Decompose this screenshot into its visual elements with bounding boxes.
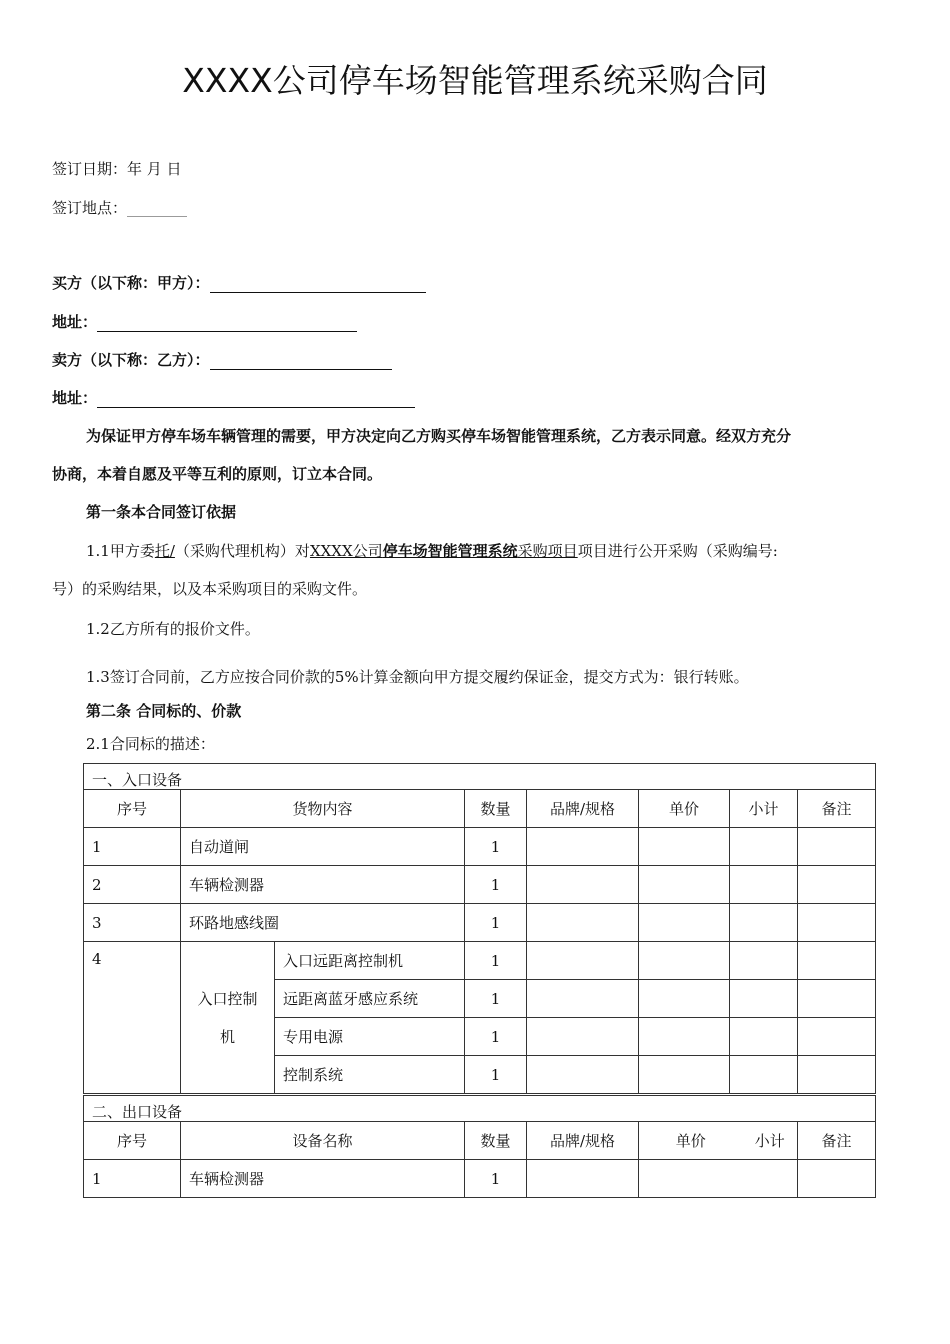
header-brand: 品牌/规格 bbox=[527, 1122, 639, 1160]
table-row bbox=[84, 828, 876, 866]
row-qty: 1 bbox=[465, 866, 527, 904]
row-brand bbox=[527, 828, 639, 866]
row-brand bbox=[527, 980, 639, 1018]
subitem-name: 控制系统 bbox=[275, 1056, 465, 1094]
row-remark bbox=[798, 1018, 876, 1056]
row-subtotal bbox=[730, 904, 798, 942]
clause-1-2: 1.2乙方所有的报价文件。 bbox=[86, 620, 260, 638]
clause-1-1-underline: 托/ bbox=[154, 542, 175, 560]
subitem-name: 入口远距离控制机 bbox=[275, 942, 465, 980]
seller-blank bbox=[210, 354, 392, 370]
subitem-name: 专用电源 bbox=[275, 1018, 465, 1056]
header-no: 序号 bbox=[84, 1122, 181, 1160]
row-item: 车辆检测器 bbox=[181, 866, 465, 904]
row-item: 环路地感线圈 bbox=[181, 904, 465, 942]
buyer-address-line bbox=[52, 311, 357, 332]
row-remark bbox=[798, 1160, 876, 1198]
preamble-line-2: 协商，本着自愿及平等互利的原则，订立本合同。 bbox=[52, 465, 383, 483]
header-qty: 数量 bbox=[465, 1122, 527, 1160]
table-section-title: 二、出口设备 bbox=[84, 1096, 876, 1122]
row-subtotal bbox=[730, 942, 798, 980]
row-subtotal bbox=[730, 980, 798, 1018]
row-no: 1 bbox=[84, 828, 181, 866]
seller-line bbox=[52, 349, 392, 370]
row-qty: 1 bbox=[465, 828, 527, 866]
row-price bbox=[639, 942, 730, 980]
row-subtotal bbox=[730, 828, 798, 866]
clause-1-1-text: 1.1甲方委 bbox=[86, 542, 155, 560]
clause-1-1-company: XXXX公司 bbox=[309, 542, 383, 560]
row-brand bbox=[527, 942, 639, 980]
article-2-title: 第二条 合同标的、价款 bbox=[86, 702, 242, 720]
row-remark bbox=[798, 1056, 876, 1094]
header-remark: 备注 bbox=[798, 790, 876, 828]
header-brand: 品牌/规格 bbox=[527, 790, 639, 828]
entrance-equipment-table bbox=[83, 763, 876, 1094]
row-brand bbox=[527, 866, 639, 904]
row-qty: 1 bbox=[465, 904, 527, 942]
buyer-line bbox=[52, 272, 426, 293]
row-qty: 1 bbox=[465, 1160, 527, 1198]
header-subtotal: 小计 bbox=[730, 790, 798, 828]
subitem-qty: 1 bbox=[465, 942, 527, 980]
row-no: 2 bbox=[84, 866, 181, 904]
group-name-line-2: 机 bbox=[219, 1027, 235, 1046]
table-row bbox=[84, 866, 876, 904]
table-section-title: 一、入口设备 bbox=[84, 764, 876, 790]
subitem-name: 远距离蓝牙感应系统 bbox=[275, 980, 465, 1018]
header-price: 单价 bbox=[639, 1122, 743, 1160]
sign-place bbox=[52, 197, 187, 218]
clause-1-1-system: 停车场智能管理系统 bbox=[382, 542, 518, 560]
page-bottom-margin bbox=[0, 1198, 950, 1344]
buyer-address-blank bbox=[97, 316, 357, 332]
table-header-row bbox=[84, 790, 876, 828]
header-qty: 数量 bbox=[465, 790, 527, 828]
seller-address-blank bbox=[97, 392, 415, 408]
clause-1-1-text: 项目进行公开采购（采购编号: bbox=[577, 542, 778, 560]
header-item: 设备名称 bbox=[181, 1122, 465, 1160]
subitem-qty: 1 bbox=[465, 1018, 527, 1056]
contract-title: XXXX公司停车场智能管理系统采购合同 bbox=[182, 61, 768, 100]
row-remark bbox=[798, 904, 876, 942]
clause-1-1-text: （采购代理机构）对 bbox=[174, 542, 310, 560]
row-brand bbox=[527, 1056, 639, 1094]
subitem-qty: 1 bbox=[465, 980, 527, 1018]
row-price bbox=[639, 1018, 730, 1056]
row-brand bbox=[527, 1018, 639, 1056]
sign-place-blank: ________ bbox=[127, 199, 188, 217]
seller-address-label: 地址： bbox=[52, 389, 98, 407]
table-row bbox=[84, 904, 876, 942]
clause-1-3: 1.3签订合同前，乙方应按合同价款的5%计算金额向甲方提交履约保证金，提交方式为：银行转账。 bbox=[86, 668, 749, 686]
row-price bbox=[639, 1160, 798, 1198]
row-remark bbox=[798, 828, 876, 866]
row-remark bbox=[798, 942, 876, 980]
row-price bbox=[639, 980, 730, 1018]
clause-1-1-project: 采购项目 bbox=[517, 542, 578, 560]
row-remark bbox=[798, 980, 876, 1018]
row-subtotal bbox=[730, 866, 798, 904]
clause-2-1: 2.1合同标的描述： bbox=[86, 735, 215, 753]
buyer-label: 买方（以下称：甲方）： bbox=[52, 274, 210, 292]
table-header-row bbox=[84, 1122, 876, 1160]
sign-place-label: 签订地点： bbox=[52, 199, 128, 217]
row-brand bbox=[527, 1160, 639, 1198]
header-item: 货物内容 bbox=[181, 790, 465, 828]
header-price: 单价 bbox=[639, 790, 730, 828]
seller-label: 卖方（以下称：乙方）： bbox=[52, 351, 210, 369]
row-price bbox=[639, 904, 730, 942]
group-no: 4 bbox=[84, 942, 181, 1094]
article-1-title: 第一条本合同签订依据 bbox=[86, 503, 237, 521]
buyer-blank bbox=[210, 277, 426, 293]
row-item: 自动道闸 bbox=[181, 828, 465, 866]
row-no: 1 bbox=[84, 1160, 181, 1198]
header-no: 序号 bbox=[84, 790, 181, 828]
preamble-line-1: 为保证甲方停车场车辆管理的需要，甲方决定向乙方购买停车场智能管理系统，乙方表示同意。经双方充分 bbox=[86, 427, 792, 445]
header-subtotal: 小计 bbox=[743, 1122, 798, 1160]
row-price bbox=[639, 828, 730, 866]
row-item: 车辆检测器 bbox=[181, 1160, 465, 1198]
row-price bbox=[639, 1056, 730, 1094]
row-no: 3 bbox=[84, 904, 181, 942]
exit-equipment-table bbox=[83, 1095, 876, 1198]
row-remark bbox=[798, 866, 876, 904]
sign-date: 签订日期：年 月 日 bbox=[52, 160, 182, 178]
row-brand bbox=[527, 904, 639, 942]
clause-1-1-line-2: 号）的采购结果，以及本采购项目的采购文件。 bbox=[52, 580, 368, 598]
buyer-address-label: 地址： bbox=[52, 313, 98, 331]
clause-1-1-line-1 bbox=[86, 540, 778, 561]
seller-address-line bbox=[52, 387, 415, 408]
header-remark: 备注 bbox=[798, 1122, 876, 1160]
table-row bbox=[84, 942, 876, 980]
row-price bbox=[639, 866, 730, 904]
group-name bbox=[181, 942, 275, 1094]
table-row bbox=[84, 1160, 876, 1198]
group-name-line-1: 入口控制 bbox=[197, 989, 258, 1008]
subitem-qty: 1 bbox=[465, 1056, 527, 1094]
row-subtotal bbox=[730, 1018, 798, 1056]
row-subtotal bbox=[730, 1056, 798, 1094]
